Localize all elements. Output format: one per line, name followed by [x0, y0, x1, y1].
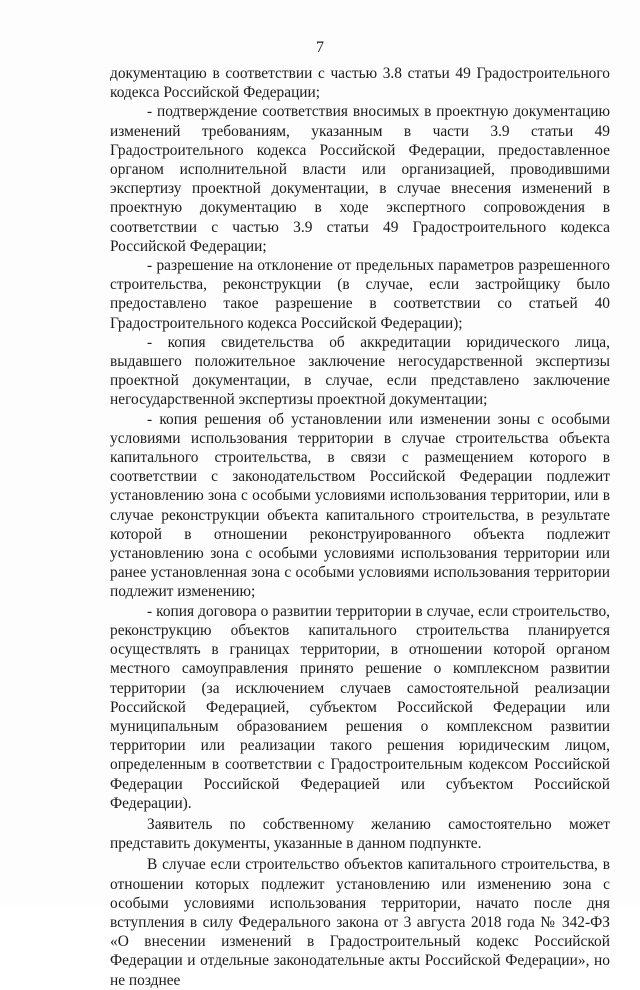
paragraph-accreditation-certificate: - копия свидетельства об аккредитации юридического лица, выдавшего положительное заключение негосударственной экспертизы проектной документации, в случае, если представлено заключение негосударственной экспертизы проектной документации; [110, 333, 610, 409]
paragraph-change-confirmation: - подтверждение соответствия вносимых в проектную документацию изменений требованиям, указанным в части 3.9 статьи 49 Градостроительного кодекса Российской Федерации, предоставленное органом исполнительной власти или организацией, проводившими экспертизу проектной документации, в случае внесения изменений в проектную документацию в ходе экспертного сопровождения в соответствии с частью 3.9 статьи 49 Градостроительного кодекса Российской Федерации; [110, 103, 610, 255]
paragraph-continuation: документацию в соответствии с частью 3.8 статьи 49 Градостроительного кодекса Российской Федерации; [110, 65, 610, 102]
page-number: 7 [316, 39, 324, 56]
paragraph-deviation-permit: - разрешение на отклонение от предельных параметров разрешенного строительства, реконструкции (в случае, если застройщику было предоставлено такое разрешение в соответствии со статьей 40 Градостроительного кодекса Российской Федерации); [110, 257, 610, 332]
document-body [110, 64, 610, 990]
paragraph-construction-case: В случае если строительство объектов капитального строительства, в отношении которых подлежит установлению или изменению зона с особыми условиями использования территории, начато после дня вступления в силу Федерального закона от 3 августа 2018 года № 342-ФЗ «О внесении изменений в Градостроительный кодекс Российской Федерации и отдельные законодательные акты Российской Федерации», но не позднее [110, 856, 610, 989]
paragraph-applicant-option: Заявитель по собственному желанию самостоятельно может представить документы, указанные в данном подпункте. [110, 815, 610, 853]
paragraph-special-zone-decision: - копия решения об установлении или изменении зоны с особыми условиями использования территории в случае строительства объекта капитального строительства, в связи с размещением которого в соответствии с законодательством Российской Федерации подлежит установлению зона с особыми условиями использования территории, или в случае реконструкции объекта капитального строительства, в результате которой в отношении реконструированного объекта подлежит установлению зона с особыми условиями использования территории или ранее установленная зона с особыми условиями использования территории подлежит изменению; [110, 410, 610, 601]
paragraph-territory-development-contract: - копия договора о развитии территории в случае, если строительство, реконструкцию объектов капитального строительства планируется осуществлять в границах территории, в отношении которой органом местного самоуправления принято решение о комплексном развитии территории (за исключением случаев самостоятельной реализации Российской Федерацией, субъектом Российской Федерации или муниципальным образованием решения о комплексном развитии территории или реализации такого решения юридическим лицом, определенным в соответствии с Градостроительным кодексом Российской Федерации Российской Федерацией или субъектом Российской Федерации). [110, 602, 610, 812]
